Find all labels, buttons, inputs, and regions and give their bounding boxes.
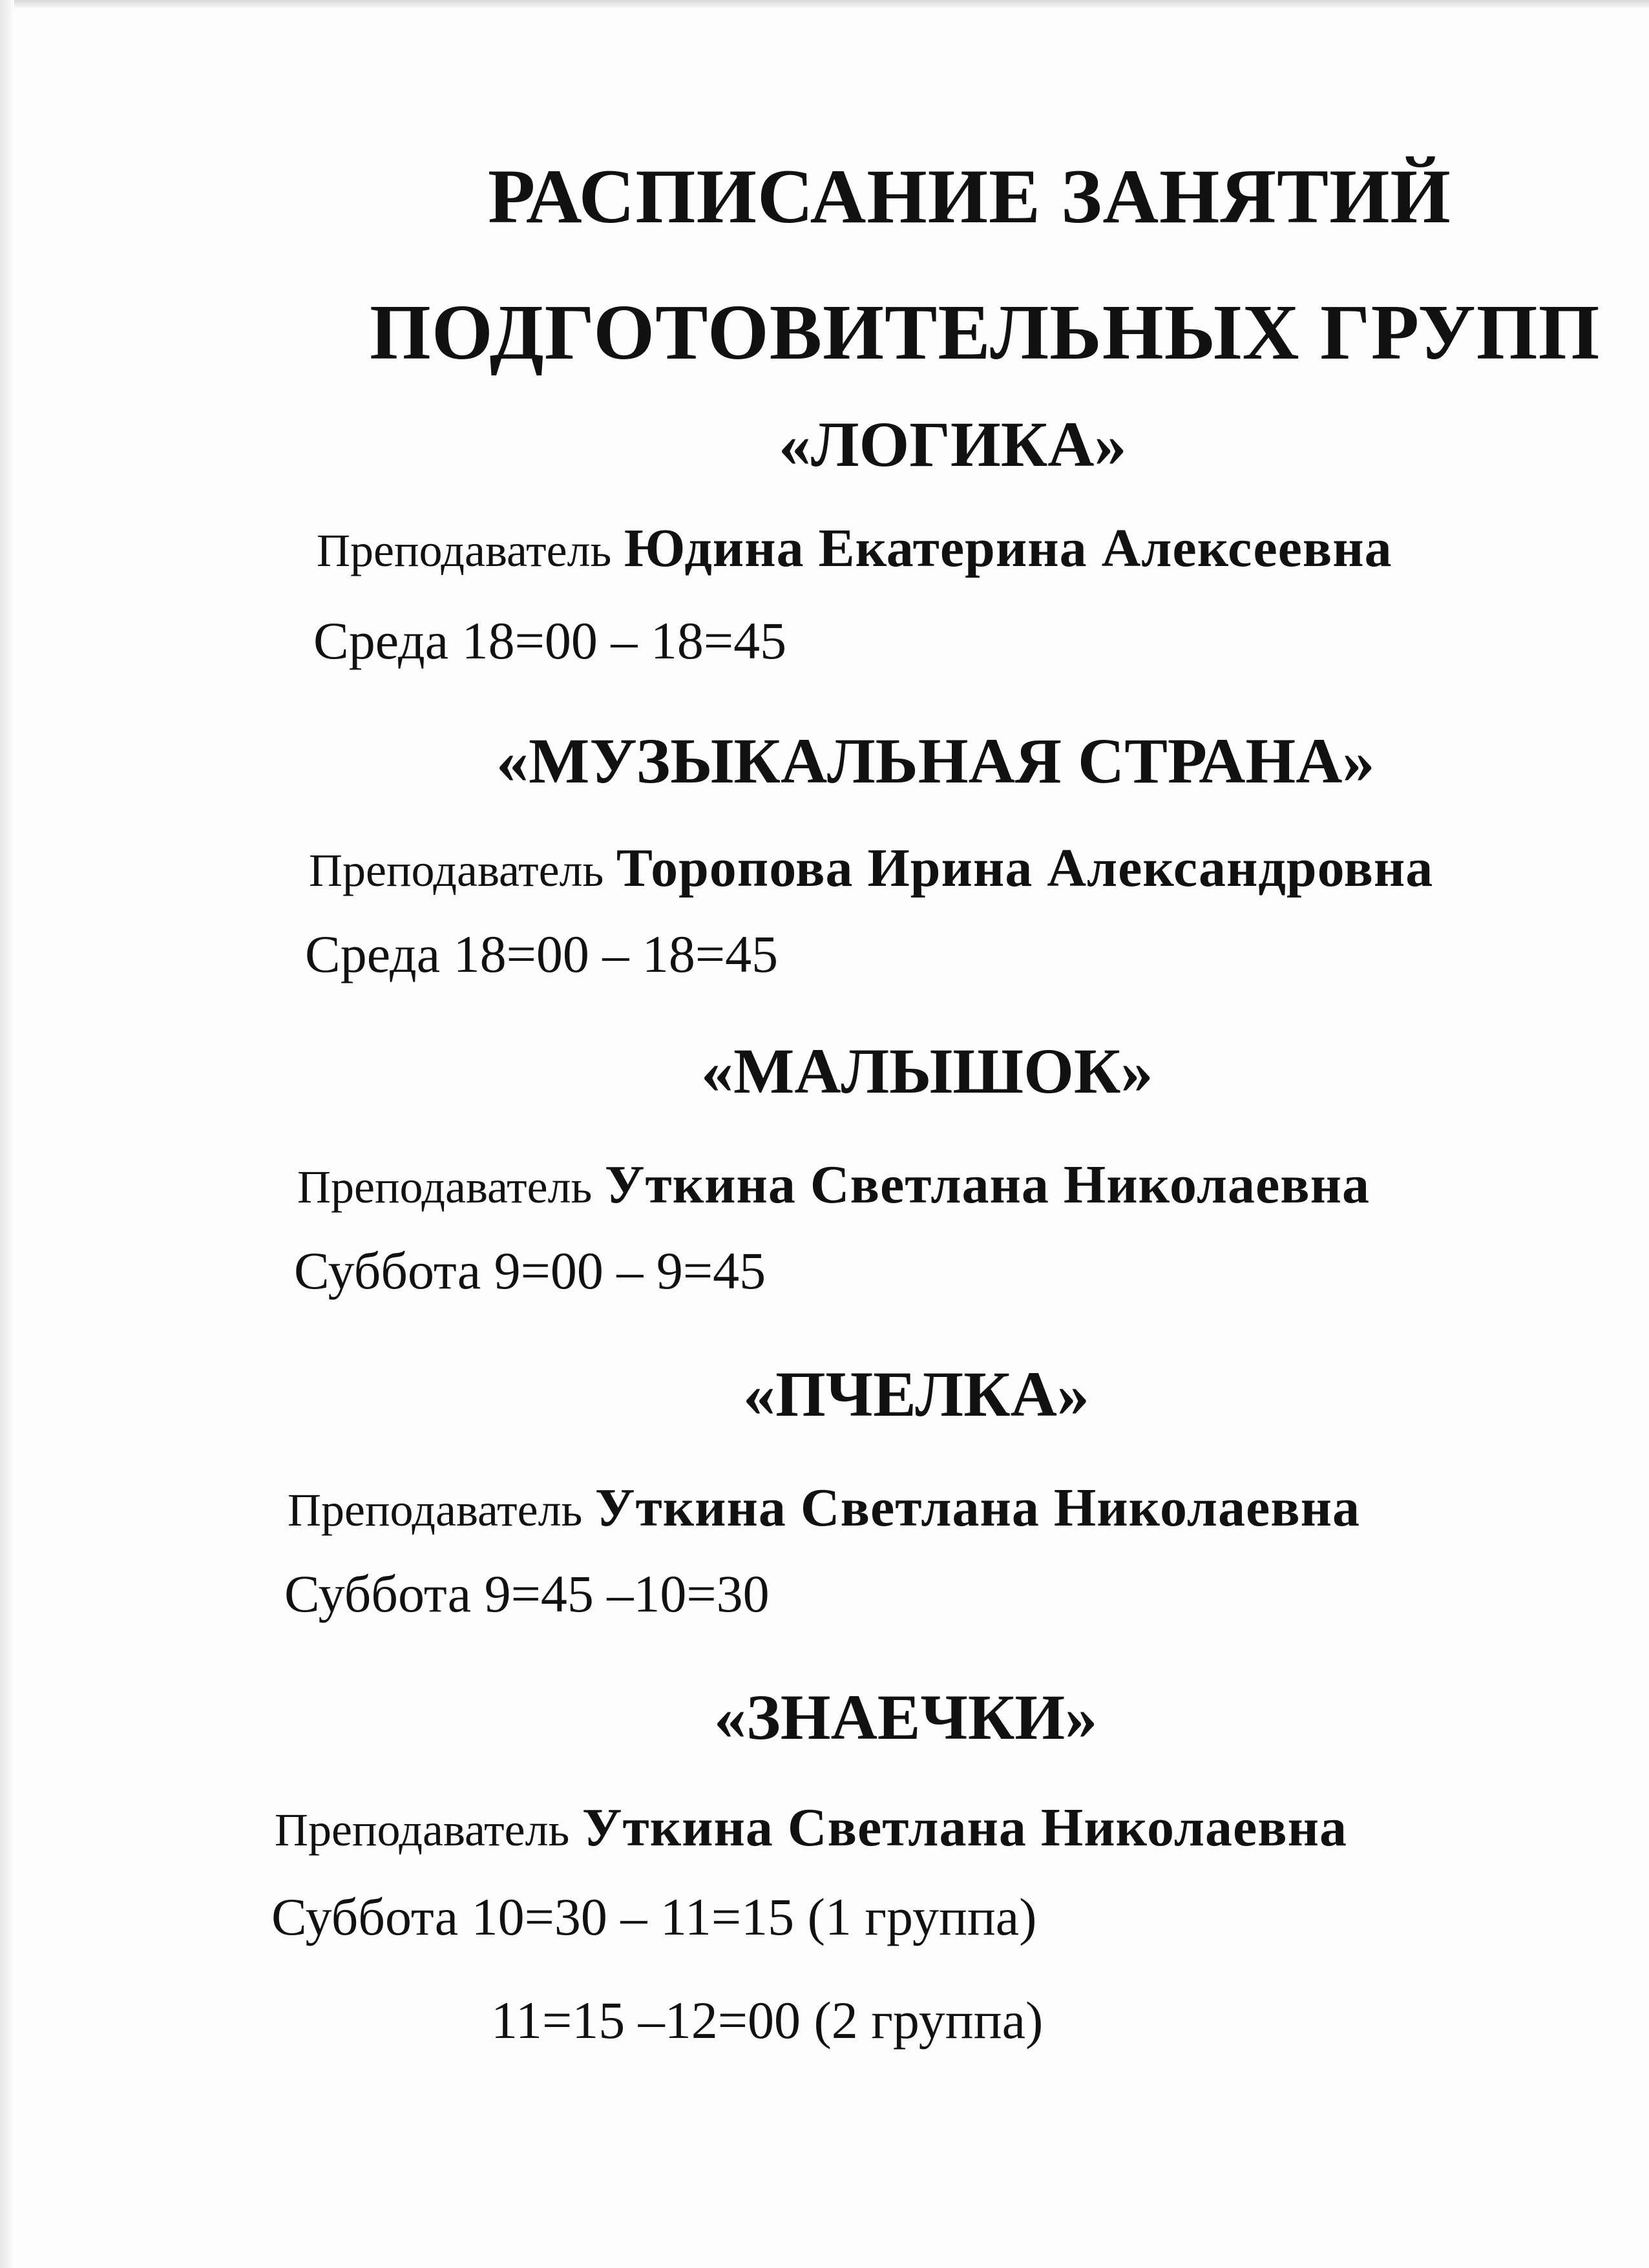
group-title-znaechki: «ЗНАЕЧКИ» bbox=[714, 1681, 1098, 1753]
schedule-malyshok: Суббота 9=00 – 9=45 bbox=[294, 1241, 766, 1300]
group-title-pchelka: «ПЧЕЛКА» bbox=[743, 1358, 1089, 1430]
teacher-name: Торопова Ирина Александровна bbox=[616, 838, 1434, 898]
teacher-label: Преподаватель bbox=[309, 845, 604, 896]
scan-edge-left bbox=[0, 0, 14, 2268]
teacher-name: Уткина Светлана Николаевна bbox=[582, 1798, 1348, 1858]
teacher-label: Преподаватель bbox=[317, 525, 612, 576]
teacher-name: Уткина Светлана Николаевна bbox=[604, 1155, 1371, 1215]
title-line-1: РАСПИСАНИЕ ЗАНЯТИЙ bbox=[488, 153, 1451, 239]
schedule-muzykalnaya-strana: Среда 18=00 – 18=45 bbox=[305, 925, 779, 983]
teacher-label: Преподаватель bbox=[288, 1484, 583, 1536]
schedule-znaechki-group-2: 11=15 –12=00 (2 группа) bbox=[491, 1991, 1044, 2050]
teacher-line-muzykalnaya-strana bbox=[309, 837, 1433, 899]
scan-edge-top bbox=[0, 0, 1649, 9]
teacher-line-logika bbox=[317, 517, 1392, 580]
teacher-line-malyshok bbox=[297, 1153, 1370, 1216]
group-title-malyshok: «МАЛЫШОК» bbox=[701, 1035, 1153, 1107]
group-title-logika: «ЛОГИКА» bbox=[779, 408, 1127, 480]
teacher-name: Юдина Екатерина Алексеевна bbox=[624, 518, 1392, 578]
teacher-line-pchelka bbox=[288, 1476, 1360, 1539]
teacher-line-znaechki bbox=[275, 1796, 1347, 1859]
schedule-pchelka: Суббота 9=45 –10=30 bbox=[284, 1564, 770, 1623]
schedule-znaechki-group-1: Суббота 10=30 – 11=15 (1 группа) bbox=[271, 1887, 1037, 1946]
group-title-muzykalnaya-strana: «МУЗЫКАЛЬНАЯ СТРАНА» bbox=[496, 725, 1375, 797]
schedule-logika: Среда 18=00 – 18=45 bbox=[313, 611, 787, 670]
teacher-label: Преподаватель bbox=[275, 1804, 570, 1856]
title-line-2: ПОДГОТОВИТЕЛЬНЫХ ГРУПП bbox=[370, 289, 1601, 376]
teacher-label: Преподаватель bbox=[297, 1161, 593, 1213]
teacher-name: Уткина Светлана Николаевна bbox=[594, 1478, 1361, 1538]
